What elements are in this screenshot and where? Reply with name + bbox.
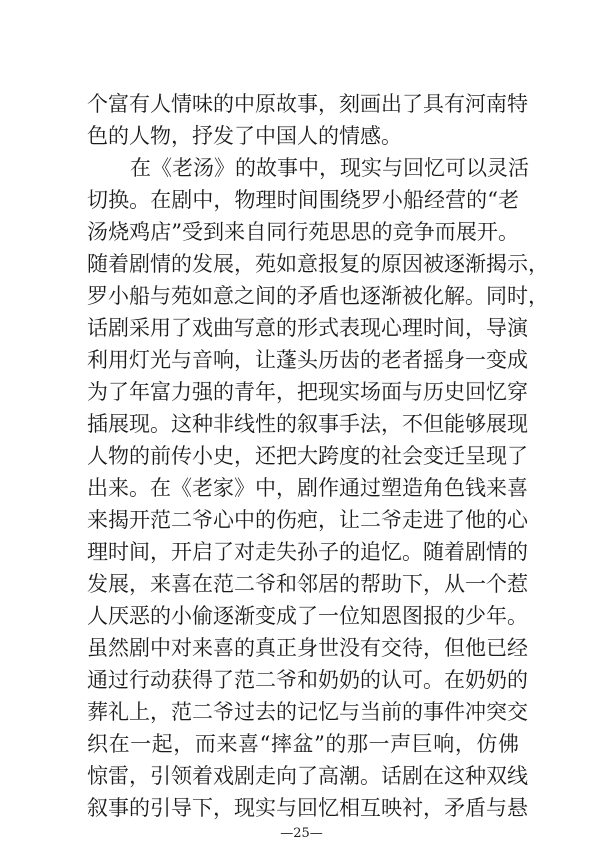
- text-line-18: 虽然剧中对来喜的真正身世没有交待，但他已经: [87, 636, 528, 660]
- text-line-14: 来揭开范二爷心中的伤疤，让二爷走进了他的心: [87, 508, 528, 532]
- text-line-17: 人厌恶的小偷逐渐变成了一位知恩图报的少年。: [87, 604, 528, 628]
- text-line-16: 发展，来喜在范二爷和邻居的帮助下，从一个惹: [87, 572, 528, 596]
- text-line-1: 个富有人情味的中原故事，刻画出了具有河南特: [87, 92, 528, 116]
- text-line-11: 插展现。这种非线性的叙事手法，不但能够展现: [87, 412, 528, 436]
- text-line-7: 罗小船与苑如意之间的矛盾也逐渐被化解。同时，: [87, 284, 549, 308]
- text-line-6: 随着剧情的发展，苑如意报复的原因被逐渐揭示，: [87, 252, 549, 276]
- text-line-10: 为了年富力强的青年，把现实场面与历史回忆穿: [87, 380, 528, 404]
- text-line-21: 织在一起，而来喜“摔盆”的那一声巨响，仿佛: [87, 732, 519, 756]
- text-line-22: 惊雷，引领着戏剧走向了高潮。话剧在这种双线: [87, 764, 528, 788]
- text-line-15: 理时间，开启了对走失孙子的追忆。随着剧情的: [87, 540, 528, 564]
- text-line-23: 叙事的引导下，现实与回忆相互映衬，矛盾与悬: [87, 796, 528, 820]
- text-line-2: 色的人物，抒发了中国人的情感。: [87, 124, 402, 148]
- text-line-12: 人物的前传小史，还把大跨度的社会变迁呈现了: [87, 444, 528, 468]
- text-line-3: 在《老汤》的故事中，现实与回忆可以灵活: [130, 156, 529, 180]
- text-line-4: 切换。在剧中，物理时间围绕罗小船经营的“老: [87, 188, 519, 212]
- text-line-13: 出来。在《老家》中，剧作通过塑造角色钱来喜: [87, 476, 528, 500]
- text-line-20: 葬礼上，范二爷过去的记忆与当前的事件冲突交: [87, 700, 528, 724]
- page-number: —25—: [280, 826, 323, 841]
- text-line-5: 汤烧鸡店”受到来自同行苑思思的竞争而展开。: [87, 220, 519, 244]
- text-line-19: 通过行动获得了范二爷和奶奶的认可。在奶奶的: [87, 668, 528, 692]
- text-line-8: 话剧采用了戏曲写意的形式表现心理时间，导演: [87, 316, 528, 340]
- text-line-9: 利用灯光与音响，让蓬头历齿的老者摇身一变成: [87, 348, 528, 372]
